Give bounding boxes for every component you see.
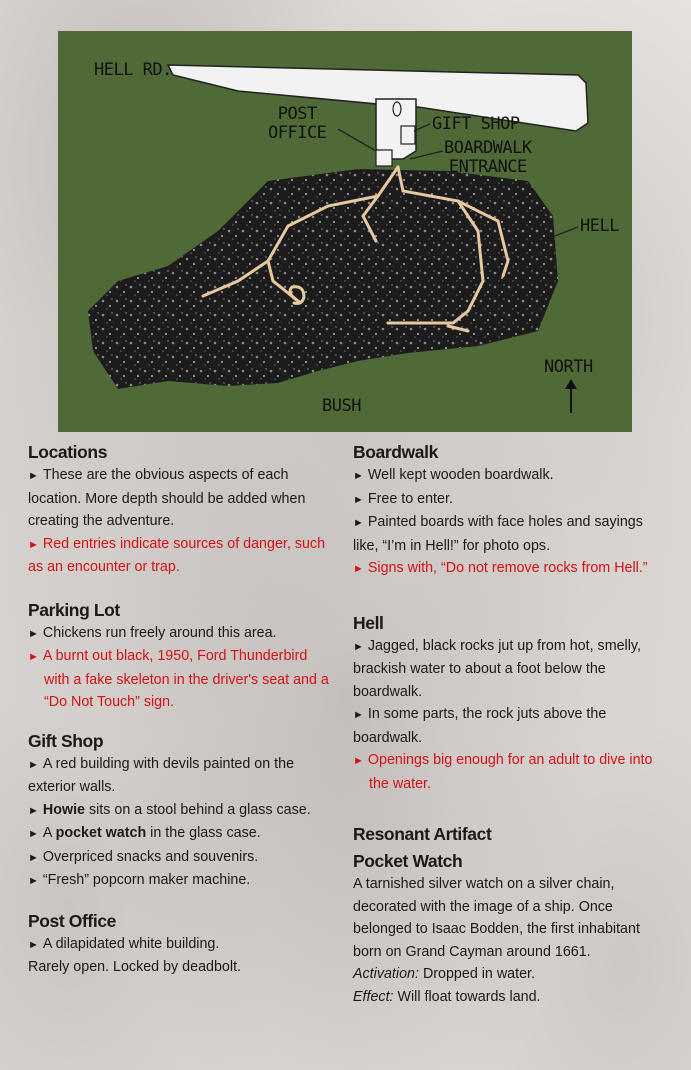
artifact-activation: Activation: Dropped in water. [353,966,535,982]
boardwalk-item: ► Painted boards with face holes and sayings like, “I’m in Hell!” for photo ops. [353,514,643,554]
boardwalk-item: ► Free to enter. [353,490,453,507]
gift-shop-item: ► A red building with devils painted on the exterior walls. [28,755,295,795]
post-office-heading: Post Office [28,910,116,931]
map-illustration [58,31,632,432]
gift-shop-item: ► “Fresh” popcorn maker machine. [28,872,251,888]
map-label-post-office: POST OFFICE [268,104,327,143]
artifact-description: A tarnished silver watch on a silver chain, decorated with the image of a ship. Once belonged to Isaac Bodden, the first inhabitant born on Grand Cayman around 1661. [353,876,640,960]
hell-item: ► Jagged, black rocks jut up from hot, smelly, brackish water to about a foot below the boardwalk. [353,637,641,700]
artifact-effect: Effect: Will float towards land. [353,988,541,1005]
pocket-watch-heading: Pocket Watch [353,851,463,871]
right-column [353,440,665,1008]
gift-shop-item: ► A pocket watch in the glass case. [28,825,261,841]
boardwalk-heading: Boardwalk [353,442,438,462]
left-column [28,440,333,979]
post-office-text: Rarely open. Locked by deadbolt. [28,959,242,975]
map-label-bush: BUSH [322,396,361,416]
locations-red-text: ► Red entries indicate sources of danger, such as an encounter or trap. [28,535,326,575]
post-office-building [376,150,392,166]
parking-lot-item: ► Chickens run freely around this area. [28,624,277,641]
resonant-artifact-heading: Resonant Artifact [353,824,492,844]
parking-lot-heading: Parking Lot [28,599,120,620]
map-label-hell: HELL [580,216,619,236]
map-label-hell-rd: HELL RD. [94,60,172,80]
locations-heading: Locations [28,442,108,462]
hell-item: ► In some parts, the rock juts above the boardwalk. [353,706,607,746]
gift-shop-item: ► Howie sits on a stool behind a glass case. [28,801,311,818]
gift-shop-item: ► Overpriced snacks and souvenirs. [28,848,259,865]
post-office-item: ► A dilapidated white building. [28,935,220,952]
map-label-boardwalk-entrance: BOARDWALK ENTRANCE [444,138,532,177]
hell-rock-area [88,169,558,389]
hell-heading: Hell [353,612,384,633]
gift-shop-heading: Gift Shop [28,730,104,751]
locations-text: ► These are the obvious aspects of each location. More depth should be added when creating the adventure. [28,467,306,529]
map-label-gift-shop: GIFT SHOP [432,114,520,134]
gift-shop-building [401,126,415,144]
hell-danger-item: ► Openings big enough for an adult to dive into the water. [353,752,653,792]
boardwalk-danger-item: ► Signs with, “Do not remove rocks from Hell.” [353,560,648,576]
boardwalk-item: ► Well kept wooden boardwalk. [353,467,554,483]
map-label-north: NORTH [544,357,593,377]
parking-lot-danger-item: ► A burnt out black, 1950, Ford Thunderbird with a fake skeleton in the driver's seat and a “Do Not Touch” sign. [28,648,329,710]
